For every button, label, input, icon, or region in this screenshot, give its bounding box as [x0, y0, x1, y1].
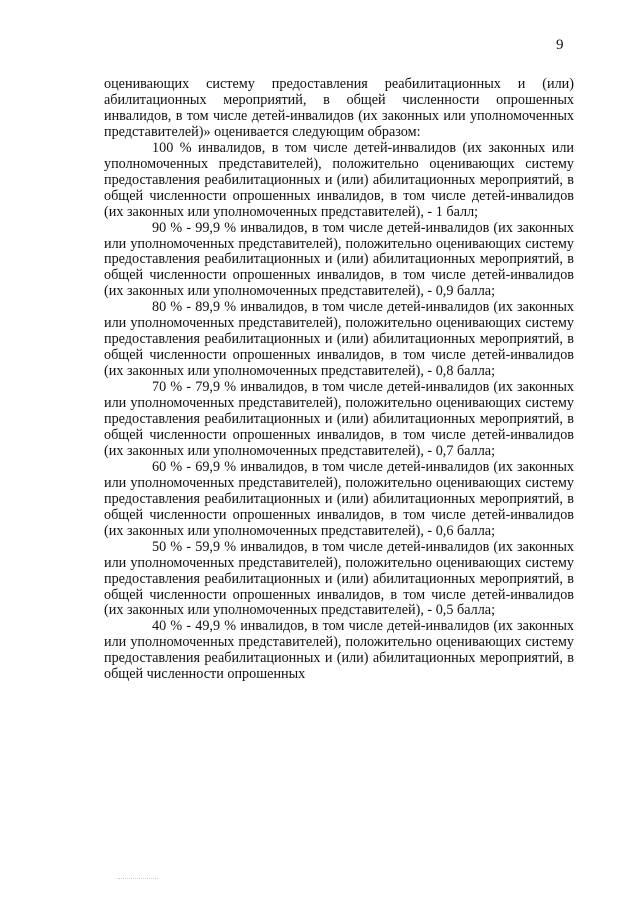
paragraph-intro: оценивающих систему предоставления реабилитационных и (или) абилитационных мероприятий, в общей численности опрошенных инвалидов, в том числе детей-инвалидов (их законных или уполномоченных представителей)» оценивается следующим образом:	[104, 76, 574, 140]
page-number: 9	[556, 37, 564, 53]
paragraph-40-percent: 40 % - 49,9 % инвалидов, в том числе детей-инвалидов (их законных или уполномоченных представителей), положительно оценивающих систему предоставления реабилитационных и (или) абилитационных мероприятий, в общей численности опрошенных	[104, 618, 574, 683]
paragraph-70-percent: 70 % - 79,9 % инвалидов, в том числе детей-инвалидов (их законных или уполномоченных представителей), положительно оценивающих систему предоставления реабилитационных и (или) абилитационных мероприятий, в общей численности опрошенных инвалидов, в том числе детей-инвалидов (их законных или уполномоченных представителей), - 0,7 балла;	[104, 379, 574, 459]
paragraph-60-percent: 60 % - 69,9 % инвалидов, в том числе детей-инвалидов (их законных или уполномоченных представителей), положительно оценивающих систему предоставления реабилитационных и (или) абилитационных мероприятий, в общей численности опрошенных инвалидов, в том числе детей-инвалидов (их законных или уполномоченных представителей), - 0,6 балла;	[104, 458, 574, 539]
paragraph-80-percent: 80 % - 89,9 % инвалидов, в том числе детей-инвалидов (их законных или уполномоченных представителей), положительно оценивающих систему предоставления реабилитационных и (или) абилитационных мероприятий, в общей численности опрошенных инвалидов, в том числе детей-инвалидов (их законных или уполномоченных представителей), - 0,8 балла;	[104, 299, 574, 380]
paragraph-50-percent: 50 % - 59,9 % инвалидов, в том числе детей-инвалидов (их законных или уполномоченных представителей), положительно оценивающих систему предоставления реабилитационных и (или) абилитационных мероприятий, в общей численности опрошенных инвалидов, в том числе детей-инвалидов (их законных или уполномоченных представителей), - 0,5 балла;	[104, 538, 574, 619]
paragraph-90-percent: 90 % - 99,9 % инвалидов, в том числе детей-инвалидов (их законных или уполномоченных представителей), положительно оценивающих систему предоставления реабилитационных и (или) абилитационных мероприятий, в общей численности опрошенных инвалидов, в том числе детей-инвалидов (их законных или уполномоченных представителей), - 0,9 балла;	[104, 219, 574, 300]
footer-mark	[118, 878, 158, 880]
paragraph-100-percent: 100 % инвалидов, в том числе детей-инвалидов (их законных или уполномоченных представителей), положительно оценивающих систему предоставления реабилитационных и (или) абилитационных мероприятий, в общей численности опрошенных инвалидов, в том числе детей-инвалидов (их законных или уполномоченных представителей), - 1 балл;	[104, 139, 574, 220]
document-body	[104, 77, 574, 683]
